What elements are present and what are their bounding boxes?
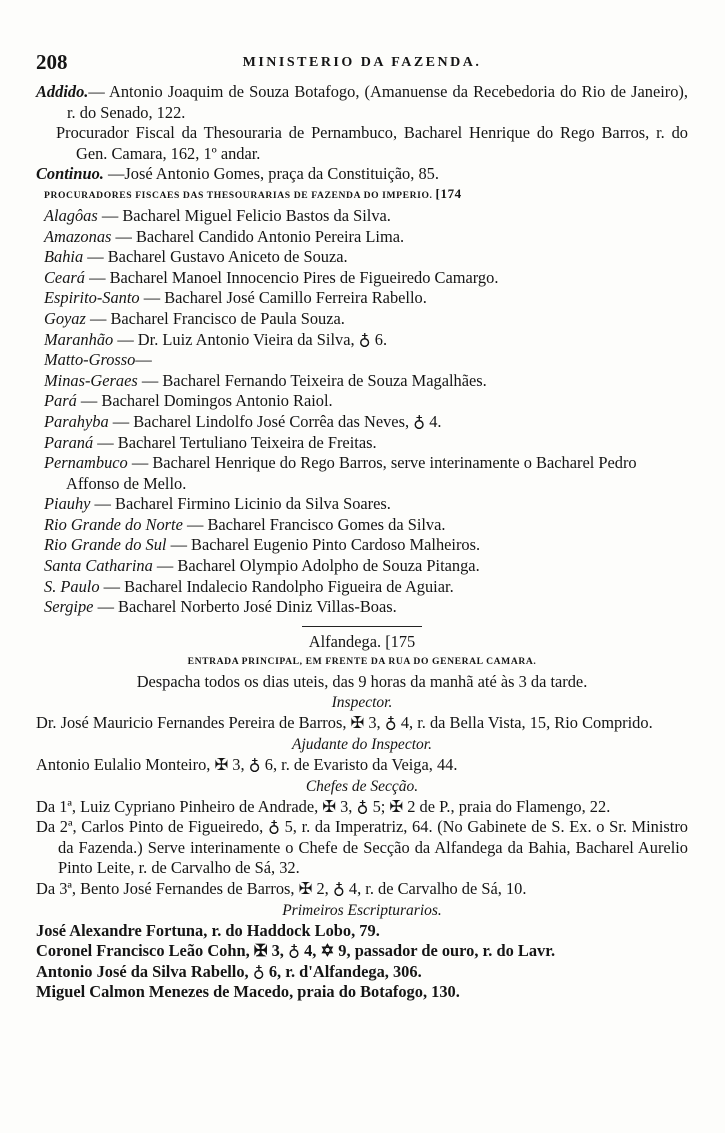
procurador-name: — Bacharel Norberto José Diniz Villas-Boas. [93,597,397,617]
province-label: Ceará [44,267,85,287]
procuradores-ref: [174 [435,185,462,201]
procurador-name: — Bacharel Tertuliano Teixeira de Freitas. [93,432,377,452]
escripturario-entry: Miguel Calmon Menezes de Macedo, praia do Botafogo, 130. [36,982,460,1002]
procurador-name: — Bacharel Manoel Innocencio Pires de Figueiredo Camargo. [84,267,499,287]
procurador-entry [36,227,688,248]
inspector-heading: Inspector. [331,694,393,712]
procurador-entry [36,247,688,268]
procurador-entry [36,577,688,598]
procurador-name: — [135,350,152,370]
procurador-name: — Bacharel Firmino Licinio da Silva Soares. [90,494,391,514]
procurador-entry [36,268,688,289]
escripturario-entry: Coronel Francisco Leão Cohn, ✠ 3, ♁ 4, ✡ 9, passador de ouro, r. do Lavr. [36,941,556,961]
procurador-name: — Bacharel Fernando Teixeira de Souza Magalhães. [137,370,487,390]
primeiros-heading: Primeiros Escripturarios. [282,901,442,919]
continuo-text: —José Antonio Gomes, praça da Constituição, 85. [103,164,439,184]
procurador-entry [36,412,688,433]
procurador-name: — Bacharel Miguel Felicio Bastos da Silva. [97,205,391,225]
inspector-entry: Dr. José Mauricio Fernandes Pereira de Barros, ✠ 3, ♁ 4, r. da Bella Vista, 15, Rio Comprido. [36,713,653,733]
province-label: Parahyba [44,411,109,431]
procurador-entry: Procurador Fiscal da Thesouraria de Pernambuco, Bacharel Henrique do Rego Barros, r. do Gen. Camara, 162, 1º andar. [56,123,688,163]
procurador-entry [36,350,688,371]
escripturario-entry: José Alexandre Fortuna, r. do Haddock Lobo, 79. [36,920,380,940]
chefe-entry: Da 2ª, Carlos Pinto de Figueiredo, ♁ 5, r. da Imperatriz, 64. (No Gabinete de S. Ex. o Sr. Ministro da Fazenda.) Serve interinamente o Chefe de Secção da Alfandega da Bahia, Bacharel Aurelio Pinto Leite, r. de Carvalho de Sá, 32. [36,817,688,878]
procurador-entry [36,206,688,227]
chefe-entry: Da 1ª, Luiz Cypriano Pinheiro de Andrade, ✠ 3, ♁ 5; ✠ 2 de P., praia do Flamengo, 22. [36,796,611,816]
addido-entry [36,82,688,123]
addido-label: Addido. [36,82,89,101]
procuradores-heading [36,186,688,204]
province-label: Maranhão [44,329,114,349]
province-label: Sergipe [44,597,94,617]
province-label: Bahia [44,247,84,267]
province-label: Goyaz [44,308,86,328]
procurador-name: — Bacharel Lindolfo José Corrêa das Neves, ♁ 4. [108,411,442,431]
alfandega-title: Alfandega. [308,631,382,651]
province-label: Paraná [44,432,94,452]
procurador-name: — Bacharel Olympio Adolpho de Souza Pitanga. [152,556,480,576]
procurador-entry [36,515,688,536]
procuradores-heading-text: PROCURADORES FISCAES DAS THESOURARIAS DE FAZENDA DO IMPERIO. [44,189,433,201]
province-label: Pernambuco [44,453,128,473]
province-label: Rio Grande do Sul [44,535,167,555]
addido-text: — Antonio Joaquim de Souza Botafogo, (Amanuense da Recebedoria do Rio de Janeiro), r. do Senado, 122. [67,82,688,122]
alfandega-subtitle: ENTRADA PRINCIPAL, EM FRENTE DA RUA DO GENERAL CAMARA. [187,655,537,667]
procurador-entry [36,330,688,351]
province-label: Minas-Geraes [44,370,138,390]
province-label: Espirito-Santo [44,288,140,308]
chefes-heading: Chefes de Secção. [305,777,419,795]
ajudante-heading: Ajudante do Inspector. [292,736,432,754]
procurador-name: — Bacharel Francisco Gomes da Silva. [182,514,446,534]
province-label: Pará [44,391,77,411]
continuo-label: Continuo. [36,164,104,184]
continuo-entry [36,164,688,185]
alfandega-heading [36,631,688,653]
province-label: Matto-Grosso [44,350,136,370]
page [36,50,688,1003]
procurador-name: — Bacharel Francisco de Paula Souza. [85,308,345,328]
procurador-name: — Bacharel José Camillo Ferreira Rabello. [139,288,427,308]
procurador-name: — Dr. Luiz Antonio Vieira da Silva, ♁ 6. [113,329,388,349]
procurador-entry [36,391,688,412]
procurador-entry [36,371,688,392]
province-label: Alagôas [44,205,98,225]
procurador-name: — Bacharel Indalecio Randolpho Figueira de Aguiar. [99,576,454,596]
procurador-entry [36,433,688,454]
page-header [36,50,688,82]
procurador-entry [36,453,688,494]
procuradores-list [36,206,688,618]
procurador-entry [36,288,688,309]
procurador-name: — Bacharel Gustavo Aniceto de Souza. [83,247,348,267]
chefe-entry: Da 3ª, Bento José Fernandes de Barros, ✠ 2, ♁ 4, r. de Carvalho de Sá, 10. [36,879,527,898]
procurador-name: — Bacharel Henrique do Rego Barros, serve interinamente o Bacharel Pedro Affonso de Mello. [66,453,637,493]
alfandega-hours: Despacha todos os dias uteis, das 9 horas da manhã até às 3 da tarde. [136,671,588,691]
province-label: S. Paulo [44,576,100,596]
province-label: Amazonas [44,226,112,246]
escripturario-entry: Antonio José da Silva Rabello, ♁ 6, r. d'Alfandega, 306. [36,961,422,981]
procurador-entry [36,535,688,556]
procurador-entry [36,597,688,618]
procurador-entry [36,309,688,330]
running-title: MINISTERIO DA FAZENDA. [242,55,482,70]
alfandega-ref: [175 [385,631,416,651]
procurador-name: — Bacharel Candido Antonio Pereira Lima. [111,226,405,246]
province-label: Rio Grande do Norte [44,514,183,534]
page-number: 208 [36,50,68,74]
procurador-name: — Bacharel Eugenio Pinto Cardoso Malheiros. [166,535,481,555]
ajudante-entry: Antonio Eulalio Monteiro, ✠ 3, ♁ 6, r. de Evaristo da Veiga, 44. [36,755,458,775]
province-label: Santa Catharina [44,556,153,576]
procurador-entry [36,556,688,577]
procurador-name: — Bacharel Domingos Antonio Raiol. [76,391,333,411]
province-label: Piauhy [44,494,91,514]
procurador-entry [36,494,688,515]
section-divider [302,626,422,627]
